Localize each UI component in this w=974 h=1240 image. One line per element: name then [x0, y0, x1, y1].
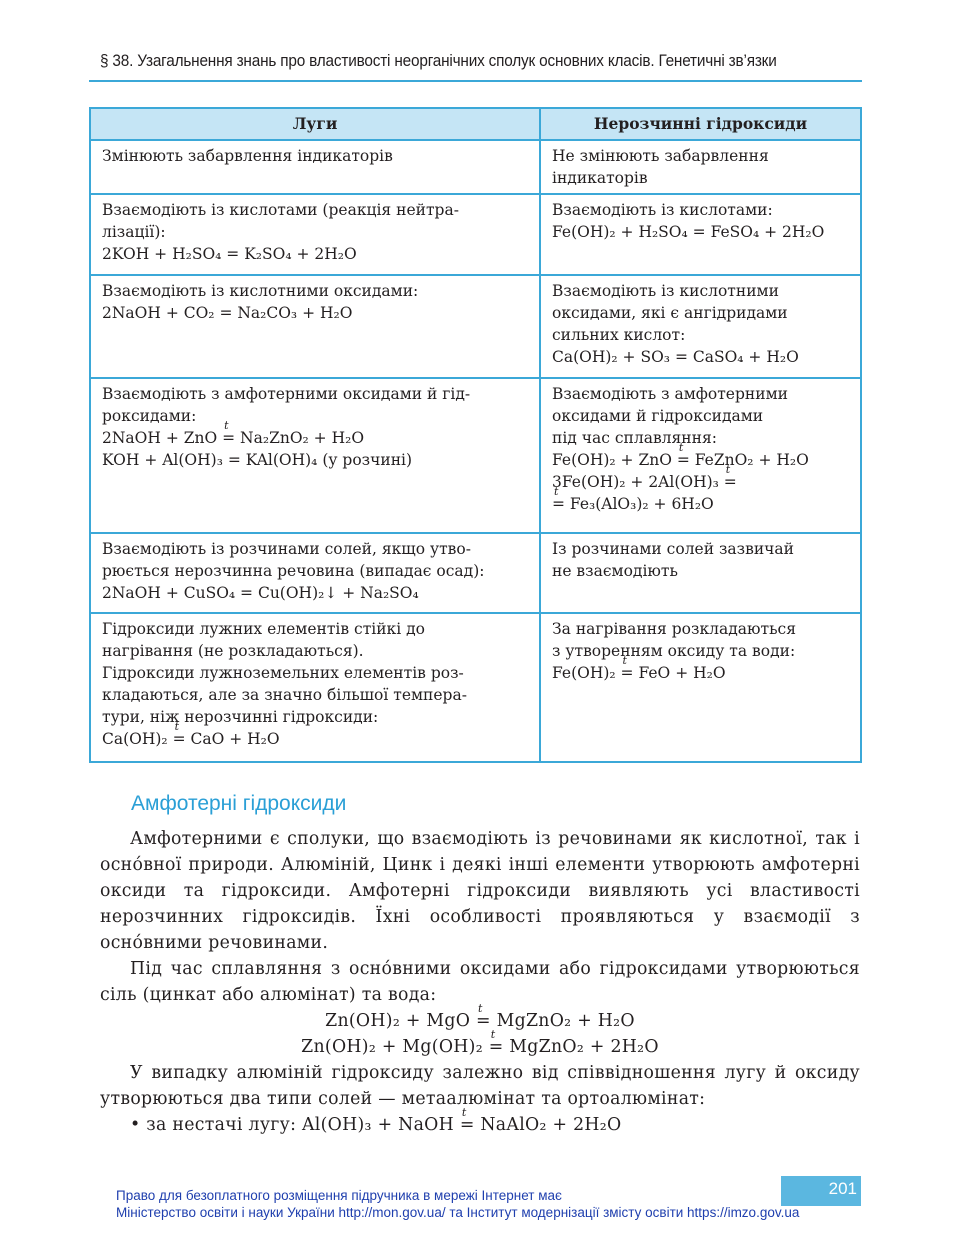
bullet-item: • за нестачі лугу: Al(OH)₃ + NaOH t = NaAlO₂ + 2H₂O: [130, 1112, 860, 1138]
heating-equals-sign: t =: [460, 1112, 475, 1138]
table-row: [90, 378, 861, 533]
running-header: § 38. Узагальнення знань про властивості неорганічних сполук основних класів. Генетичні зв’язки: [100, 52, 777, 70]
table-cell: Не змінюють забарвлення індикаторів: [540, 140, 861, 194]
footer-line: Право для безоплатного розміщення підручника в мережі Інтернет має: [116, 1188, 562, 1203]
heating-equals-sign: t =: [677, 449, 690, 471]
table-cell: Взаємодіють з амфотерними оксидами й гідроксидами під час сплавляння: Fe(OH)₂ + ZnO t = FeZnO₂ + H₂O 3Fe(OH)₂ + 2Al(OH)₃ t = t = Fe₃(AlO₃)₂ + 6H₂O: [540, 378, 861, 533]
table-cell: Гідроксиди лужних елементів стійкі до нагрівання (не розкладаються). Гідроксиди лужноземельних елементів роз- кладаються, але за значно більшої темпера- тури, ніж нерозчинні гідроксиди: Ca(OH)₂ t = CaO + H₂O: [90, 613, 540, 762]
table-row: [90, 194, 861, 275]
table-cell: Взаємодіють із кислотними оксидами, які є ангідридами сильних кислот: Ca(OH)₂ + SO₃ = CaSO₄ + H₂O: [540, 275, 861, 378]
table-cell: Взаємодіють із кислотами: Fe(OH)₂ + H₂SO₄ = FeSO₄ + 2H₂O: [540, 194, 861, 275]
column-header-insoluble-hydroxides: Нерозчинні гідроксиди: [540, 108, 861, 140]
section-title: Амфотерні гідроксиди: [131, 792, 347, 815]
footer-notice: [116, 1187, 799, 1221]
header-divider: [89, 80, 862, 82]
table-cell: Із розчинами солей зазвичай не взаємодіють: [540, 533, 861, 613]
heating-equals-sign: t =: [621, 662, 634, 684]
equation: Zn(OH)₂ + MgO t = MgZnO₂ + H₂O: [100, 1008, 860, 1034]
table-header-row: [90, 108, 861, 140]
heating-equals-sign: t =: [173, 728, 186, 750]
column-header-alkalis: Луги: [90, 108, 540, 140]
page-number: 201: [781, 1176, 861, 1206]
section-body: [100, 826, 860, 1138]
table-row: [90, 613, 861, 762]
heating-equals-sign: t =: [552, 493, 565, 515]
equation: Zn(OH)₂ + Mg(OH)₂ t = MgZnO₂ + 2H₂O: [100, 1034, 860, 1060]
table-cell: Змінюють забарвлення індикаторів: [90, 140, 540, 194]
heating-equals-sign: t =: [222, 427, 235, 449]
heating-equals-sign: t =: [724, 471, 737, 493]
table-cell: За нагрівання розкладаються з утворенням оксиду та води: Fe(OH)₂ t = FeO + H₂O: [540, 613, 861, 762]
heating-equals-sign: t =: [476, 1008, 491, 1034]
table-cell: Взаємодіють із кислотами (реакція нейтра- лізації): 2KOH + H₂SO₄ = K₂SO₄ + 2H₂O: [90, 194, 540, 275]
paragraph: У випадку алюміній гідроксиду залежно від співвідношення лугу й оксиду утворюються два типи солей — метаалюмінат та ортоалюмінат:: [100, 1063, 860, 1109]
paragraph: Амфотерними є сполуки, що взаємодіють із речовинами як кислотної, так і осно́вної природи. Алюміній, Цинк і деякі інші елементи утворюють амфотерні оксиди та гідроксиди. Амфотерні гідроксиди виявляють усі властивості нерозчинних гідроксидів. Їхні особливості проявляються у взаємодії з осно́вними речовинами.: [100, 829, 860, 953]
table-cell: Взаємодіють із кислотними оксидами: 2NaOH + CO₂ = Na₂CO₃ + H₂O: [90, 275, 540, 378]
table-row: [90, 140, 861, 194]
paragraph: Під час сплавляння з осно́вними оксидами або гідроксидами утворюються сіль (цинкат або алюмінат) та вода:: [100, 959, 860, 1005]
table-cell: Взаємодіють з амфотерними оксидами й гід- роксидами: 2NaOH + ZnO t = Na₂ZnO₂ + H₂O KOH + Al(OH)₃ = KAl(OH)₄ (у розчині): [90, 378, 540, 533]
table-row: [90, 533, 861, 613]
footer-line: Міністерство освіти і науки України http://mon.gov.ua/ та Інститут модернізації змісту освіти https://imzo.gov.ua: [116, 1205, 800, 1220]
comparison-table: [89, 107, 862, 763]
heating-equals-sign: t =: [489, 1034, 504, 1060]
table-cell: Взаємодіють із розчинами солей, якщо утво- рюється нерозчинна речовина (випадає осад): 2NaOH + CuSO₄ = Cu(OH)₂↓ + Na₂SO₄: [90, 533, 540, 613]
table-row: [90, 275, 861, 378]
